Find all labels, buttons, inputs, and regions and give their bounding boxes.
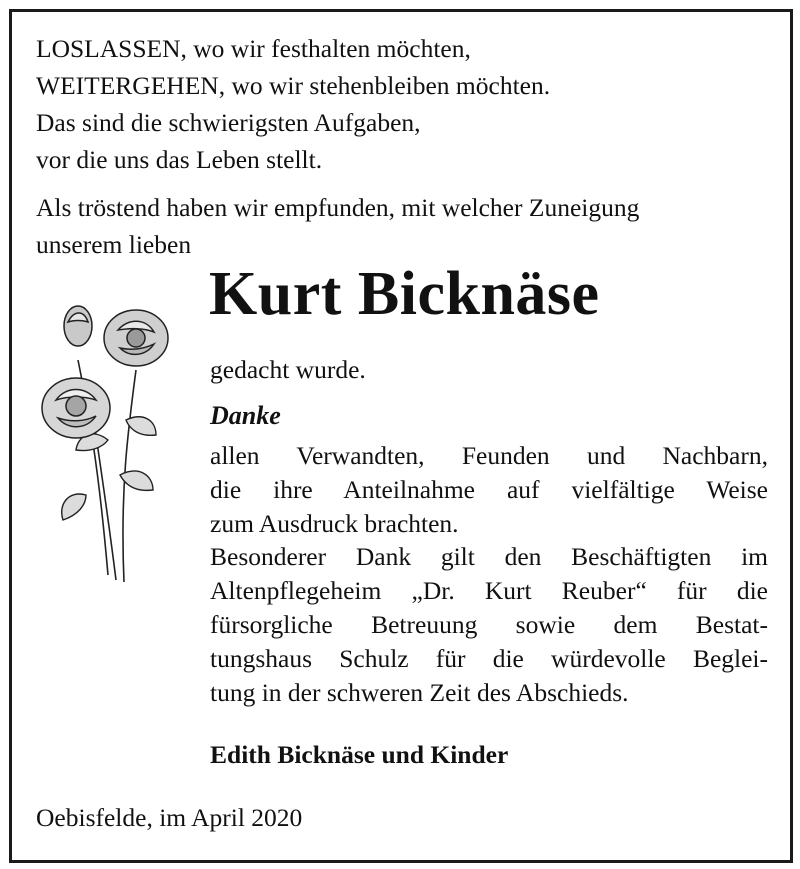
place-date: Oebisfelde, im April 2020 bbox=[36, 803, 303, 832]
comfort-line: Als tröstend haben wir empfunden, mit welcher Zuneigung bbox=[36, 193, 640, 222]
poem-line: Das sind die schwierigsten Aufgaben, bbox=[36, 108, 421, 137]
roses-illustration-icon bbox=[28, 300, 188, 590]
poem-line: LOSLASSEN, wo wir festhalten möchten, bbox=[36, 34, 471, 63]
thanks-line: fürsorgliche Betreuung sowie dem Bestat- bbox=[210, 609, 768, 639]
thanks-line: Besonderer Dank gilt den Beschäftigten im bbox=[210, 542, 768, 572]
remembered-text: gedacht wurde. bbox=[210, 355, 366, 384]
thanks-heading: Danke bbox=[210, 401, 281, 430]
deceased-name: Kurt Bicknäse bbox=[209, 260, 600, 328]
comfort-text bbox=[36, 189, 639, 263]
thanks-line: tung in der schweren Zeit des Abschieds. bbox=[210, 677, 629, 707]
poem bbox=[36, 30, 550, 178]
comfort-line: unserem lieben bbox=[36, 230, 192, 259]
thanks-body bbox=[210, 439, 768, 709]
thanks-line: zum Ausdruck brachten. bbox=[210, 508, 459, 538]
thanks-line: tungshaus Schulz für die würdevolle Beglei- bbox=[210, 643, 768, 673]
signature: Edith Bicknäse und Kinder bbox=[210, 740, 509, 769]
thanks-line: die ihre Anteilnahme auf vielfältige Weise bbox=[210, 474, 768, 504]
poem-line: vor die uns das Leben stellt. bbox=[36, 145, 323, 174]
thanks-line: Altenpflegeheim „Dr. Kurt Reuber“ für die bbox=[210, 576, 768, 606]
poem-line: WEITERGEHEN, wo wir stehenbleiben möchten. bbox=[36, 71, 551, 100]
thanks-line: allen Verwandten, Feunden und Nachbarn, bbox=[210, 441, 768, 470]
